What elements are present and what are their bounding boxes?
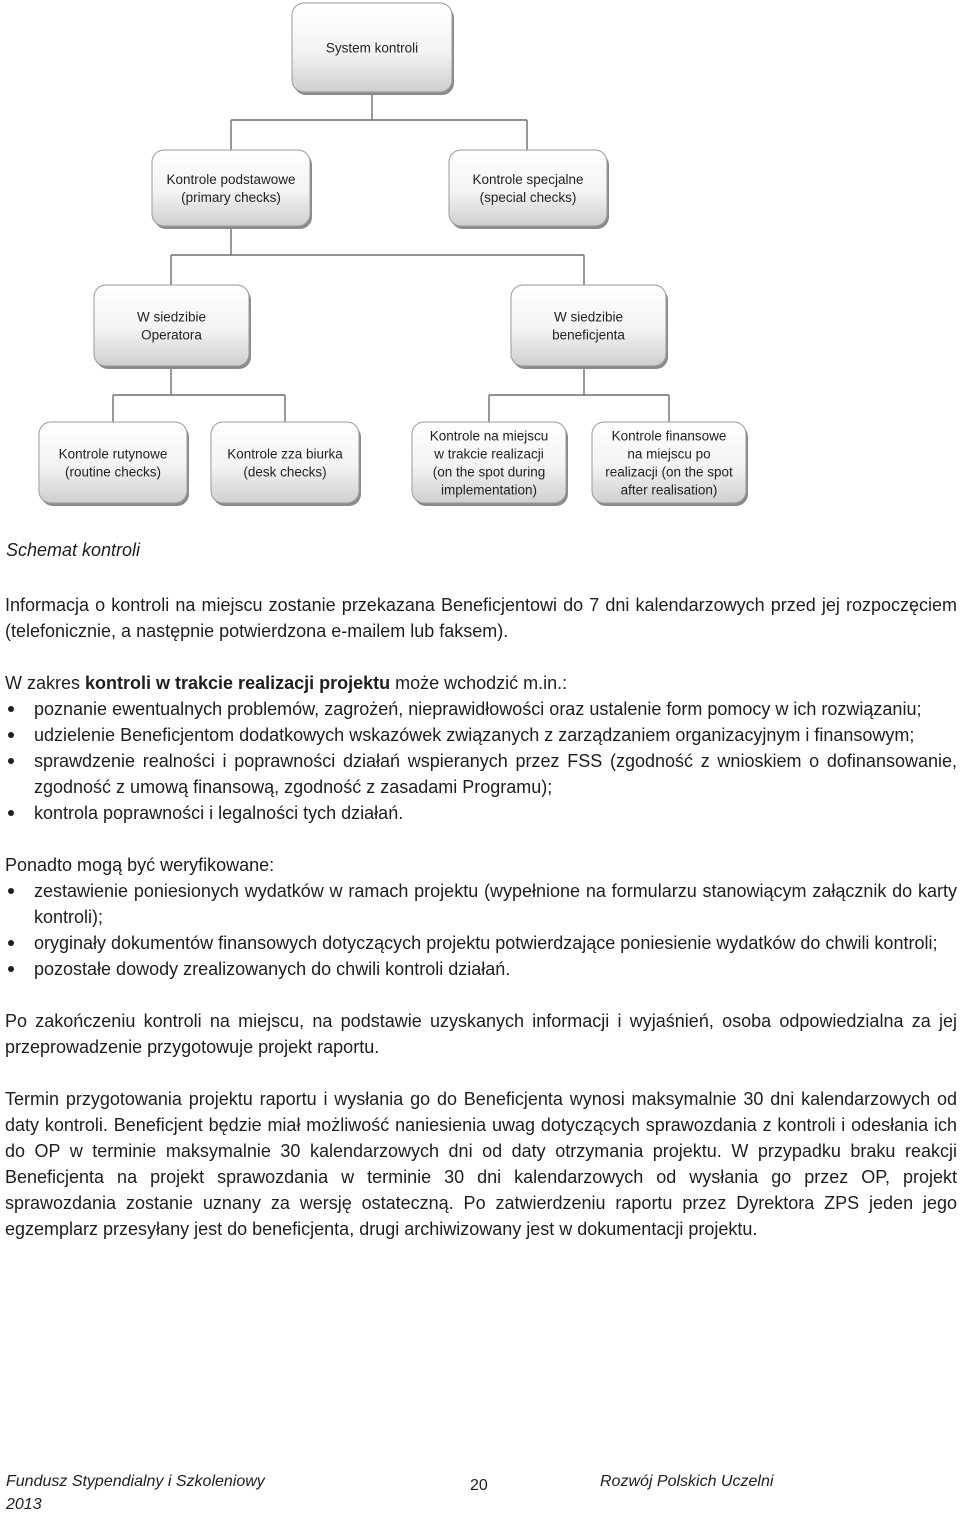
on-the-spot-after-node: [592, 422, 748, 506]
report-term-paragraph: Termin przygotowania projektu raportu i wysłania go do Beneficjenta wynosi maksymalnie 30 dni kalendarzowych od daty kontroli. Beneficjent będzie miał możliwość naniesienia uwag dotyczących sprawozdania z kontroli i odesłania ich do OP w terminie maksymalnie 30 kalendarzowych dni od daty otrzymania projektu. W przypadku braku reakcji Beneficjenta na projekt sprawozdania w terminie 30 dni kalendarzowych od wysłania go przez OP, projekt sprawozdania zostanie uznany za wersję ostateczną. Po zatwierdzeniu raportu przez Dyrektora ZPS jeden jego egzemplarz przesyłany jest do beneficjenta, drugi archiwizowany jest w dokumentacji projektu.: [5, 1089, 957, 1239]
bullet-icon: [8, 888, 14, 894]
bullet-icon: [8, 940, 14, 946]
node-label: (desk checks): [243, 464, 327, 480]
node-label: Kontrole zza biurka: [227, 446, 343, 462]
list-item: udzielenie Beneficjentom dodatkowych wskazówek związanych z zarządzaniem organizacyjnym i finansowym;: [5, 722, 957, 748]
beneficiary-hq-node: [511, 285, 668, 369]
verify-intro: Ponadto mogą być weryfikowane:: [5, 855, 275, 875]
node-label: after realisation): [620, 482, 718, 498]
bullet-icon: [8, 706, 14, 712]
node-label: Kontrole finansowe: [611, 428, 727, 444]
operator-hq-node: [94, 285, 251, 369]
node-box: [211, 422, 359, 503]
node-label: implementation): [440, 482, 538, 498]
bullet-icon: [8, 732, 14, 738]
footer-left: Fundusz Stypendialny i Szkoleniowy 2013: [6, 1473, 265, 1513]
list-item: zestawienie poniesionych wydatków w ramach projektu (wypełnione na formularzu stanowiącym załącznik do karty kontroli);: [5, 878, 957, 930]
list-item: pozostałe dowody zrealizowanych do chwili kontroli działań.: [5, 956, 957, 982]
list-item: oryginały dokumentów finansowych dotyczących projektu potwierdzające poniesienie wydatków do chwili kontroli;: [5, 930, 957, 956]
page-number: 20: [470, 1477, 488, 1494]
bullet-icon: [8, 966, 14, 972]
on-the-spot-during-node: [412, 422, 568, 506]
node-label: na miejscu po: [627, 446, 711, 462]
node-label: Kontrole rutynowe: [58, 446, 168, 462]
figure-caption: Schemat kontroli: [6, 540, 141, 560]
footer-right: Rozwój Polskich Uczelni: [600, 1473, 774, 1490]
node-label: System kontroli: [325, 40, 419, 56]
routine-checks-node: [39, 422, 189, 506]
special-checks-node: [449, 150, 609, 229]
list-item: kontrola poprawności i legalności tych działań.: [5, 800, 957, 826]
after-control-paragraph: Po zakończeniu kontroli na miejscu, na podstawie uzyskanych informacji i wyjaśnień, osoba odpowiedzialna za jej przeprowadzenie przygotowuje projekt raportu.: [5, 1011, 957, 1057]
node-label: (on the spot during: [432, 464, 546, 480]
scope-list: [5, 696, 957, 826]
bullet-icon: [8, 758, 14, 764]
node-box: [94, 285, 249, 366]
list-item: poznanie ewentualnych problemów, zagrożeń, nieprawidłowości oraz ustalenie form pomocy w ich rozwiązaniu;: [5, 696, 957, 722]
node-label: (primary checks): [181, 190, 281, 205]
root-node: [292, 3, 454, 95]
verify-list: [5, 878, 957, 982]
node-box: [449, 150, 607, 226]
node-label: beneficjenta: [552, 327, 625, 343]
node-label: W siedzibie: [136, 309, 207, 325]
node-label: Kontrole na miejscu: [429, 428, 549, 444]
control-system-diagram: [0, 0, 960, 520]
list-item: sprawdzenie realności i poprawności działań wspieranych przez FSS (zgodność z wnioskiem o dofinansowanie, zgodność z umową finansową, zgodność z zasadami Programu);: [5, 748, 957, 800]
node-label: w trakcie realizacji: [434, 446, 544, 462]
desk-checks-node: [211, 422, 361, 506]
body-text: [5, 592, 957, 1242]
node-label: realizacji (on the spot: [605, 464, 733, 480]
node-label: (special checks): [479, 190, 577, 205]
node-box: [511, 285, 666, 366]
info-paragraph: Informacja o kontroli na miejscu zostanie przekazana Beneficjentowi do 7 dni kalendarzowych przed jej rozpoczęciem (telefonicznie, a następnie potwierdzona e-mailem lub faksem).: [5, 595, 957, 641]
node-box: [152, 150, 310, 226]
bullet-icon: [8, 810, 14, 816]
node-label: Operatora: [141, 327, 202, 343]
node-label: (routine checks): [64, 464, 162, 480]
diagram-connectors: [113, 92, 669, 422]
node-box: [39, 422, 187, 503]
node-label: Kontrole podstawowe: [166, 172, 296, 187]
primary-checks-node: [152, 150, 312, 229]
node-label: Kontrole specjalne: [472, 172, 584, 187]
scope-intro: W zakres kontroli w trakcie realizacji projektu może wchodzić m.in.:: [5, 673, 568, 693]
node-label: W siedzibie: [553, 309, 624, 325]
scope-bold-phrase: kontroli w trakcie realizacji projektu: [85, 673, 391, 693]
